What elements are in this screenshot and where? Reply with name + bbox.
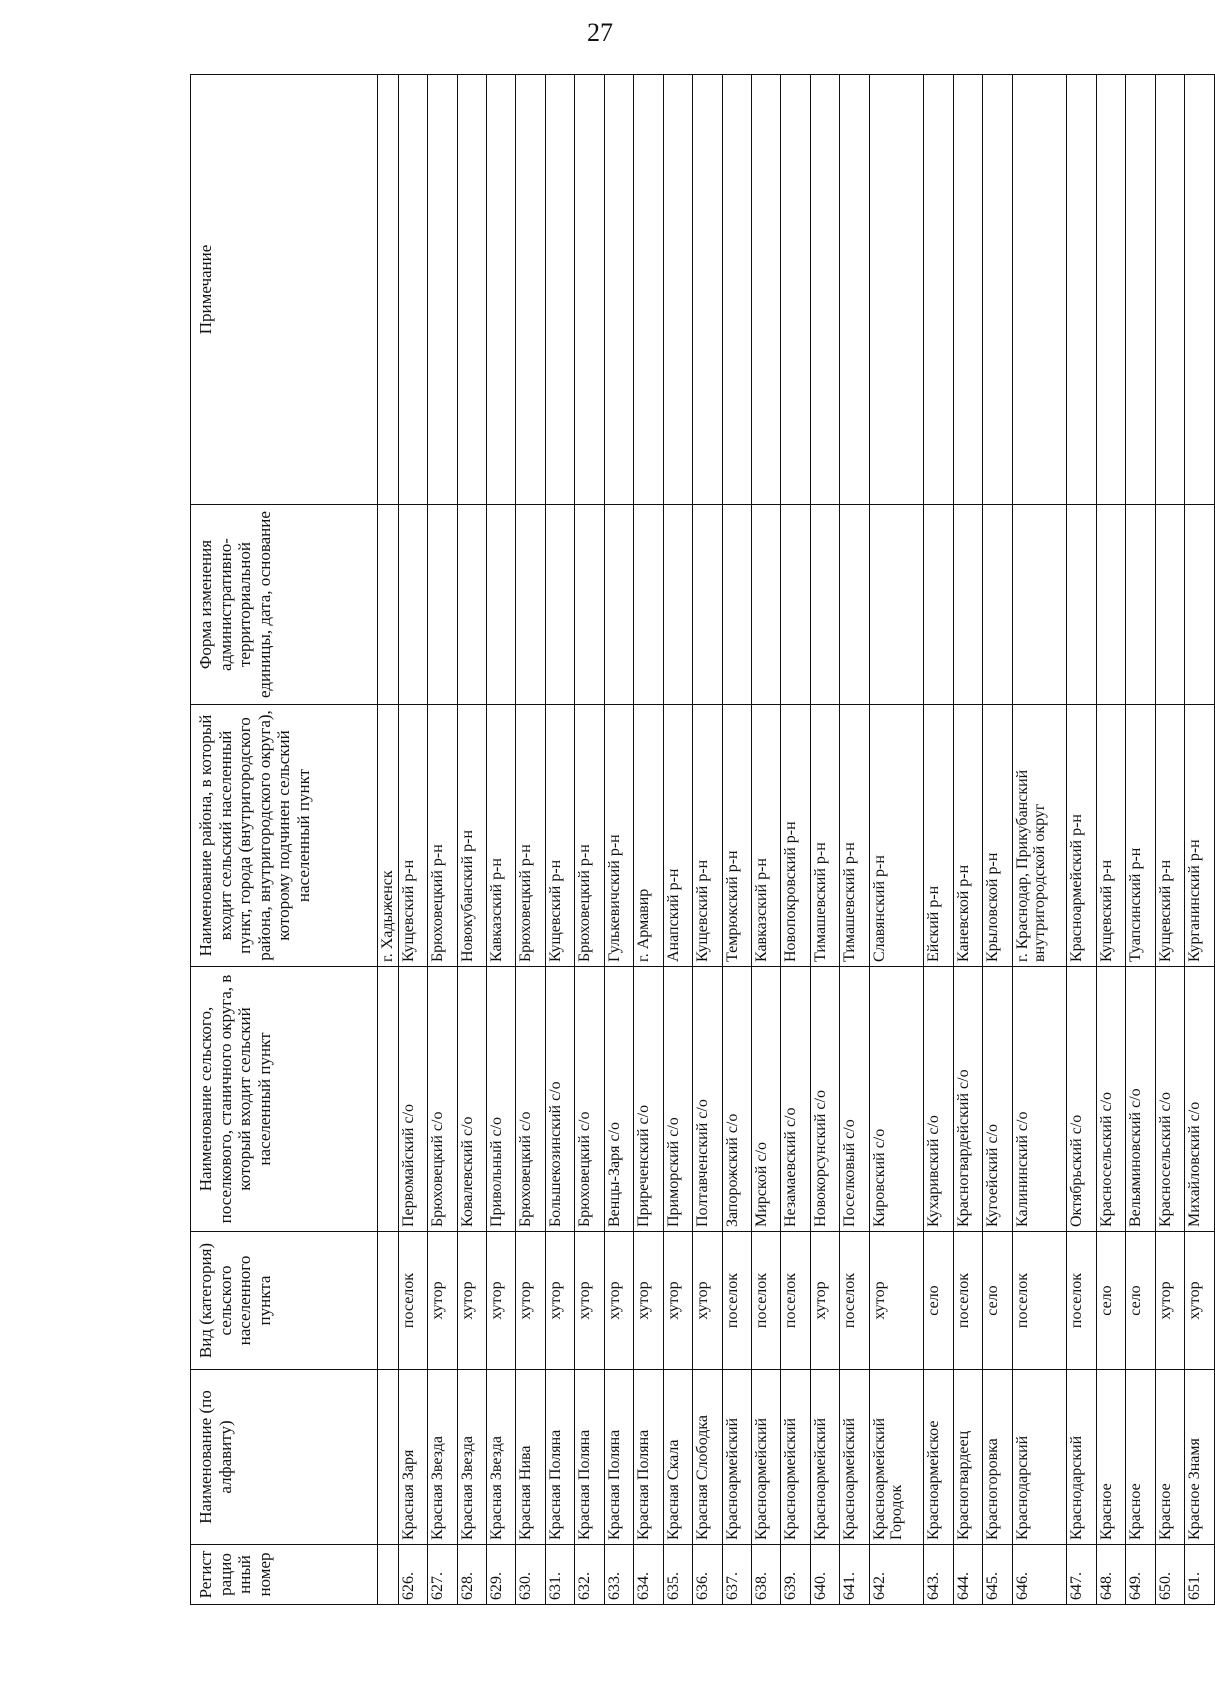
table-row [575, 75, 604, 1605]
district-cell: г. Армавир [634, 705, 663, 967]
okrug-cell: Калининский с/о [1012, 967, 1067, 1232]
settlement-kind-cell: село [983, 1232, 1012, 1370]
district-cell: Гулькевичский р-н [604, 705, 633, 967]
table-row [983, 75, 1012, 1605]
settlement-kind-cell: поселок [1067, 1232, 1096, 1370]
reg-number-cell: 640. [810, 1545, 839, 1605]
change-form-cell [840, 505, 869, 705]
okrug-cell: Вельяминовский с/о [1126, 967, 1155, 1232]
district-cell: Брюховецкий р-н [516, 705, 545, 967]
header-note: Примечание [191, 75, 378, 505]
settlement-kind-cell: поселок [840, 1232, 869, 1370]
subheader-district: г. Хадыженск [378, 705, 399, 967]
change-form-cell [810, 505, 839, 705]
reg-number-cell: 642. [869, 1545, 924, 1605]
reg-number-cell: 639. [781, 1545, 810, 1605]
settlement-kind-cell: село [924, 1232, 953, 1370]
district-cell: Тимашевский р-н [810, 705, 839, 967]
note-cell [983, 75, 1012, 505]
change-form-cell [516, 505, 545, 705]
table-cell [378, 1370, 399, 1545]
change-form-cell [486, 505, 515, 705]
change-form-cell [983, 505, 1012, 705]
reg-number-cell: 644. [953, 1545, 982, 1605]
change-form-cell [781, 505, 810, 705]
district-cell: Новопокровский р-н [781, 705, 810, 967]
table-cell [378, 505, 399, 705]
table-cell [378, 1232, 399, 1370]
note-cell [398, 75, 427, 505]
reg-number-cell: 650. [1155, 1545, 1184, 1605]
reg-number-cell: 627. [428, 1545, 457, 1605]
settlement-name-cell: Красная Слободка [693, 1370, 722, 1545]
okrug-cell: Брюховецкий с/о [516, 967, 545, 1232]
settlement-name-cell: Красное Знамя [1185, 1370, 1215, 1545]
note-cell [953, 75, 982, 505]
note-cell [486, 75, 515, 505]
change-form-cell [545, 505, 574, 705]
okrug-cell: Приреченский с/о [634, 967, 663, 1232]
district-cell: Кавказский р-н [486, 705, 515, 967]
note-cell [781, 75, 810, 505]
table-cell [378, 1545, 399, 1605]
note-cell [663, 75, 692, 505]
okrug-cell: Ковалевский с/о [457, 967, 486, 1232]
settlement-kind-cell: хутор [869, 1232, 924, 1370]
table-row [1155, 75, 1184, 1605]
change-form-cell [693, 505, 722, 705]
subheader-row [378, 75, 399, 1605]
note-cell [604, 75, 633, 505]
district-cell: Кущевский р-н [545, 705, 574, 967]
note-cell [1185, 75, 1215, 505]
reg-number-cell: 633. [604, 1545, 633, 1605]
note-cell [575, 75, 604, 505]
district-cell: Брюховецкий р-н [575, 705, 604, 967]
okrug-cell: Брюховецкий с/о [575, 967, 604, 1232]
table-cell [378, 967, 399, 1232]
okrug-cell: Мирской с/о [752, 967, 781, 1232]
change-form-cell [924, 505, 953, 705]
district-cell: Красноармейский р-н [1067, 705, 1096, 967]
note-cell [1096, 75, 1125, 505]
okrug-cell: Первомайский с/о [398, 967, 427, 1232]
district-cell: Кавказский р-н [752, 705, 781, 967]
change-form-cell [634, 505, 663, 705]
change-form-cell [428, 505, 457, 705]
change-form-cell [575, 505, 604, 705]
settlement-kind-cell: хутор [486, 1232, 515, 1370]
note-cell [1067, 75, 1096, 505]
table-row [545, 75, 574, 1605]
settlement-name-cell: Красная Поляна [634, 1370, 663, 1545]
district-cell: Новокубанский р-н [457, 705, 486, 967]
change-form-cell [398, 505, 427, 705]
settlement-kind-cell: хутор [604, 1232, 633, 1370]
table-row [486, 75, 515, 1605]
table-row [1012, 75, 1067, 1605]
change-form-cell [1126, 505, 1155, 705]
settlement-name-cell: Красноармейский Городок [869, 1370, 924, 1545]
change-form-cell [722, 505, 751, 705]
change-form-cell [663, 505, 692, 705]
district-cell: Анапский р-н [663, 705, 692, 967]
table-row [953, 75, 982, 1605]
table-row [634, 75, 663, 1605]
settlement-name-cell: Красное [1155, 1370, 1184, 1545]
district-cell: Кущевский р-н [398, 705, 427, 967]
table-row [752, 75, 781, 1605]
change-form-cell [1185, 505, 1215, 705]
okrug-cell: Поселковый с/о [840, 967, 869, 1232]
okrug-cell: Красносельский с/о [1155, 967, 1184, 1232]
reg-number-cell: 630. [516, 1545, 545, 1605]
settlement-name-cell: Красное [1126, 1370, 1155, 1545]
district-cell: Курганинский р-н [1185, 705, 1215, 967]
reg-number-cell: 649. [1126, 1545, 1155, 1605]
settlement-kind-cell: хутор [810, 1232, 839, 1370]
reg-number-cell: 641. [840, 1545, 869, 1605]
reg-number-cell: 646. [1012, 1545, 1067, 1605]
settlement-kind-cell: поселок [953, 1232, 982, 1370]
settlement-kind-cell: село [1126, 1232, 1155, 1370]
reg-number-cell: 632. [575, 1545, 604, 1605]
settlement-name-cell: Красная Заря [398, 1370, 427, 1545]
settlement-kind-cell: хутор [634, 1232, 663, 1370]
settlement-kind-cell: поселок [1012, 1232, 1067, 1370]
district-cell: Кущевский р-н [1096, 705, 1125, 967]
table-row [428, 75, 457, 1605]
okrug-cell: Кугоейский с/о [983, 967, 1012, 1232]
okrug-cell: Приморский с/о [663, 967, 692, 1232]
settlement-name-cell: Красноармейский [722, 1370, 751, 1545]
header-name: Наименование (по алфавиту) [191, 1370, 378, 1545]
rotated-table-wrapper [190, 75, 1215, 1605]
settlement-name-cell: Красноармейский [810, 1370, 839, 1545]
district-cell: Туапсинский р-н [1126, 705, 1155, 967]
table-row [457, 75, 486, 1605]
okrug-cell: Брюховецкий с/о [428, 967, 457, 1232]
table-row [924, 75, 953, 1605]
okrug-cell: Кировский с/о [869, 967, 924, 1232]
okrug-cell: Михайловский с/о [1185, 967, 1215, 1232]
reg-number-cell: 643. [924, 1545, 953, 1605]
reg-number-cell: 638. [752, 1545, 781, 1605]
header-reg-number: Регист рацио нный номер [191, 1545, 378, 1605]
table-row [693, 75, 722, 1605]
settlement-kind-cell: хутор [457, 1232, 486, 1370]
settlement-kind-cell: хутор [575, 1232, 604, 1370]
settlement-name-cell: Краснодарский [1067, 1370, 1096, 1545]
note-cell [545, 75, 574, 505]
district-cell: Каневской р-н [953, 705, 982, 967]
reg-number-cell: 647. [1067, 1545, 1096, 1605]
change-form-cell [1012, 505, 1067, 705]
okrug-cell: Кухаривский с/о [924, 967, 953, 1232]
settlement-kind-cell: поселок [781, 1232, 810, 1370]
settlement-name-cell: Красная Скала [663, 1370, 692, 1545]
district-cell: г. Краснодар, Прикубанский внутригородской округ [1012, 705, 1067, 967]
district-cell: Тимашевский р-н [840, 705, 869, 967]
settlement-name-cell: Красноармейский [752, 1370, 781, 1545]
table-row [810, 75, 839, 1605]
settlement-kind-cell: поселок [752, 1232, 781, 1370]
settlements-table [190, 74, 1215, 1605]
settlement-name-cell: Красногоровка [983, 1370, 1012, 1545]
note-cell [1126, 75, 1155, 505]
district-cell: Кущевский р-н [1155, 705, 1184, 967]
change-form-cell [457, 505, 486, 705]
reg-number-cell: 631. [545, 1545, 574, 1605]
settlement-name-cell: Краснодарский [1012, 1370, 1067, 1545]
settlement-name-cell: Красная Нива [516, 1370, 545, 1545]
district-cell: Крыловской р-н [983, 705, 1012, 967]
table-row [516, 75, 545, 1605]
change-form-cell [752, 505, 781, 705]
district-cell: Славянский р-н [869, 705, 924, 967]
settlement-kind-cell: село [1096, 1232, 1125, 1370]
okrug-cell: Привольный с/о [486, 967, 515, 1232]
settlement-kind-cell: хутор [663, 1232, 692, 1370]
table-cell [378, 75, 399, 505]
change-form-cell [869, 505, 924, 705]
note-cell [722, 75, 751, 505]
reg-number-cell: 634. [634, 1545, 663, 1605]
district-cell: Брюховецкий р-н [428, 705, 457, 967]
table-row [1185, 75, 1215, 1605]
reg-number-cell: 629. [486, 1545, 515, 1605]
settlement-kind-cell: поселок [722, 1232, 751, 1370]
settlement-kind-cell: хутор [1185, 1232, 1215, 1370]
reg-number-cell: 636. [693, 1545, 722, 1605]
table-row [604, 75, 633, 1605]
settlement-name-cell: Красноармейский [840, 1370, 869, 1545]
settlement-name-cell: Красноармейское [924, 1370, 953, 1545]
okrug-cell: Новокорсунский с/о [810, 967, 839, 1232]
reg-number-cell: 645. [983, 1545, 1012, 1605]
table-row [398, 75, 427, 1605]
district-cell: Темрюкский р-н [722, 705, 751, 967]
table-row [840, 75, 869, 1605]
note-cell [693, 75, 722, 505]
change-form-cell [953, 505, 982, 705]
reg-number-cell: 626. [398, 1545, 427, 1605]
note-cell [869, 75, 924, 505]
settlement-name-cell: Красноармейский [781, 1370, 810, 1545]
settlement-name-cell: Красная Звезда [486, 1370, 515, 1545]
header-row [191, 75, 378, 1605]
reg-number-cell: 628. [457, 1545, 486, 1605]
note-cell [516, 75, 545, 505]
table-row [663, 75, 692, 1605]
change-form-cell [604, 505, 633, 705]
okrug-cell: Большекозинский с/о [545, 967, 574, 1232]
settlement-name-cell: Красное [1096, 1370, 1125, 1545]
okrug-cell: Незамаевский с/о [781, 967, 810, 1232]
header-change-form: Форма изменения административно-территориальной единицы, дата, основание [191, 505, 378, 705]
reg-number-cell: 651. [1185, 1545, 1215, 1605]
note-cell [924, 75, 953, 505]
table-row [781, 75, 810, 1605]
table-row [722, 75, 751, 1605]
note-cell [1012, 75, 1067, 505]
okrug-cell: Запорожский с/о [722, 967, 751, 1232]
settlement-kind-cell: хутор [516, 1232, 545, 1370]
table-row [869, 75, 924, 1605]
note-cell [752, 75, 781, 505]
okrug-cell: Венцы-Заря с/о [604, 967, 633, 1232]
note-cell [840, 75, 869, 505]
settlement-kind-cell: поселок [398, 1232, 427, 1370]
settlement-kind-cell: хутор [545, 1232, 574, 1370]
settlement-name-cell: Красная Звезда [457, 1370, 486, 1545]
note-cell [428, 75, 457, 505]
settlement-name-cell: Красная Поляна [604, 1370, 633, 1545]
table-row [1126, 75, 1155, 1605]
note-cell [457, 75, 486, 505]
reg-number-cell: 635. [663, 1545, 692, 1605]
settlement-name-cell: Красная Звезда [428, 1370, 457, 1545]
settlement-name-cell: Красная Поляна [575, 1370, 604, 1545]
okrug-cell: Красногвардейский с/о [953, 967, 982, 1232]
district-cell: Кущевский р-н [693, 705, 722, 967]
note-cell [1155, 75, 1184, 505]
district-cell: Ейский р-н [924, 705, 953, 967]
page-number: 27 [587, 18, 613, 47]
okrug-cell: Красносельский с/о [1096, 967, 1125, 1232]
change-form-cell [1096, 505, 1125, 705]
settlement-kind-cell: хутор [693, 1232, 722, 1370]
header-kind: Вид (категория) сельского населенного пункта [191, 1232, 378, 1370]
header-okrug: Наименование сельского, поселкового, станичного округа, в который входит сельский населенный пункт [191, 967, 378, 1232]
okrug-cell: Полтавченский с/о [693, 967, 722, 1232]
change-form-cell [1067, 505, 1096, 705]
settlement-name-cell: Красногвардеец [953, 1370, 982, 1545]
table-row [1096, 75, 1125, 1605]
settlement-name-cell: Красная Поляна [545, 1370, 574, 1545]
change-form-cell [1155, 505, 1184, 705]
reg-number-cell: 637. [722, 1545, 751, 1605]
reg-number-cell: 648. [1096, 1545, 1125, 1605]
settlement-kind-cell: хутор [428, 1232, 457, 1370]
header-district: Наименование района, в который входит сельский населенный пункт, города (внутригородского района, внутригородского округа), которому подчинен сельский населенный пункт [191, 705, 378, 967]
settlement-kind-cell: хутор [1155, 1232, 1184, 1370]
note-cell [634, 75, 663, 505]
okrug-cell: Октябрьский с/о [1067, 967, 1096, 1232]
table-row [1067, 75, 1096, 1605]
note-cell [810, 75, 839, 505]
